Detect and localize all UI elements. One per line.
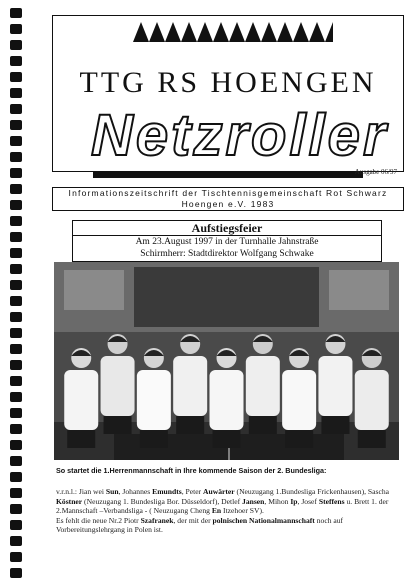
binding-ring: [10, 104, 22, 114]
binding-ring: [10, 456, 22, 466]
names-text: noch auf Vorbereitungslehrgang in Polen ist.: [56, 515, 344, 534]
player-name: Emundts: [152, 487, 182, 496]
player-name: Steffens: [318, 496, 345, 506]
binding-ring: [10, 8, 22, 18]
national-team: polnischen Nationalmannschaft: [212, 515, 315, 525]
player-name: Sun: [105, 487, 119, 496]
names-text: Itzehoer SV).: [221, 506, 264, 515]
binding-ring: [10, 88, 22, 98]
photo-caption: So startet die 1.Herrenmannschaft in Ihre kommende Saison der 2. Bundesliga:: [56, 466, 327, 475]
binding-ring: [10, 504, 22, 514]
info-banner: [52, 187, 404, 211]
names-text: , Johannes: [118, 487, 153, 496]
binding-ring: [10, 552, 22, 562]
binding-ring: [10, 536, 22, 546]
binding-ring: [10, 232, 22, 242]
names-text: Es fehlt die neue Nr.2 Piotr: [56, 515, 141, 525]
binding-ring: [10, 328, 22, 338]
event-patron: Schirmherr: Stadtdirektor Wolfgang Schwake: [140, 249, 314, 259]
binding-ring: [10, 40, 22, 50]
netzroller-logo: Netzroller: [91, 103, 389, 168]
player-names: [56, 487, 401, 535]
binding-ring: [10, 440, 22, 450]
player-name: Köstner: [56, 496, 83, 506]
names-text: u. Brett 1. der 2.Mannschaft –Verbandsliga - ( Neuzugang Cheng: [56, 496, 389, 515]
binding-ring: [10, 24, 22, 34]
binding-ring: [10, 56, 22, 66]
binding-ring: [10, 200, 22, 210]
names-text: (Neuzugang 1.Bundesliga Frickenhausen), Sascha: [234, 487, 390, 496]
event-title: Aufstiegsfeier: [73, 221, 381, 236]
binding-ring: [10, 360, 22, 370]
club-name: TTG RS HOENGEN: [79, 66, 377, 99]
player-name: Auwärter: [203, 487, 235, 496]
binding-ring: [10, 152, 22, 162]
binding-ring: [10, 520, 22, 530]
names-text: , der mit der: [173, 515, 213, 525]
player-name: Jansen: [242, 496, 265, 506]
binding-ring: [10, 168, 22, 178]
masthead: [52, 15, 404, 176]
binding-ring: [10, 136, 22, 146]
player-name: En: [211, 506, 222, 515]
binding-ring: [10, 216, 22, 226]
newsletter-page: [30, 0, 410, 579]
event-box: [72, 220, 382, 262]
binding-ring: [10, 280, 22, 290]
binding-ring: [10, 312, 22, 322]
names-text: (Neuzugang 1. Bundesliga Bor. Düsseldorf), Detlef: [82, 496, 243, 506]
info-line-2: Hoengen e.V. 1983: [181, 198, 275, 209]
binding-ring: [10, 184, 22, 194]
spiral-binding: [0, 0, 30, 579]
names-text: v.r.n.l.: Jian wei: [56, 487, 106, 496]
binding-ring: [10, 472, 22, 482]
logo-underline: [93, 172, 363, 178]
player-name: Szafranek: [140, 515, 174, 525]
info-line-1: Informationszeitschrift der Tischtennisgemeinschaft Rot Schwarz: [68, 188, 388, 198]
binding-ring: [10, 568, 22, 578]
binding-ring: [10, 424, 22, 434]
event-date: Am 23.August 1997 in der Turnhalle Jahnstraße: [135, 237, 319, 247]
binding-ring: [10, 248, 22, 258]
names-text: , Peter: [181, 487, 203, 496]
binding-ring: [10, 344, 22, 354]
names-text: , Josef: [297, 496, 319, 506]
binding-ring: [10, 296, 22, 306]
binding-ring: [10, 488, 22, 498]
names-text: , Mihon: [264, 496, 291, 506]
player-name: Ip: [290, 496, 298, 506]
binding-ring: [10, 376, 22, 386]
binding-ring: [10, 72, 22, 82]
binding-ring: [10, 408, 22, 418]
binding-ring: [10, 120, 22, 130]
issue-number: Ausgabe 06/97: [354, 168, 397, 176]
sawtooth-ornament: [133, 18, 333, 42]
binding-ring: [10, 264, 22, 274]
team-photo: [54, 262, 399, 460]
binding-ring: [10, 392, 22, 402]
